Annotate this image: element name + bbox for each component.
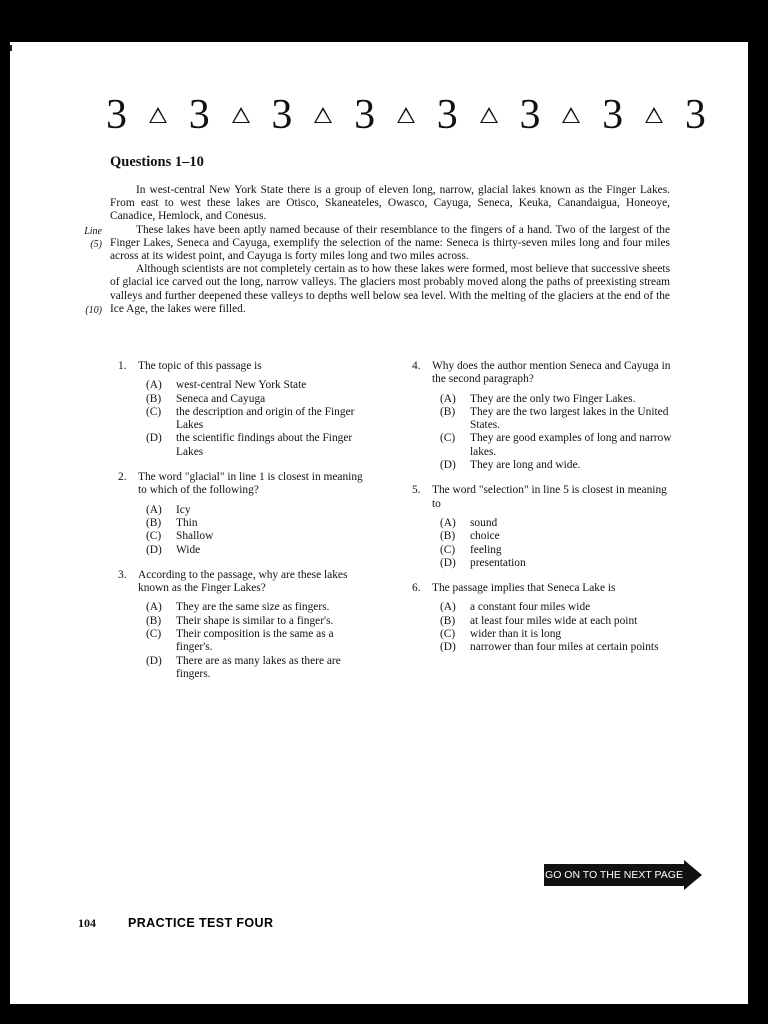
question <box>118 360 368 459</box>
option-letter: (C) <box>440 432 456 445</box>
option-letter: (A) <box>440 516 456 529</box>
question-number: 5. <box>412 484 421 497</box>
arrow-right-icon <box>684 860 702 890</box>
option-text: Their composition is the same as a finger's. <box>176 628 334 654</box>
answer-option <box>440 459 672 472</box>
section-banner <box>106 92 706 138</box>
answer-option <box>146 601 368 614</box>
answer-option <box>146 406 368 433</box>
answer-option <box>440 544 672 557</box>
answer-option <box>146 393 368 406</box>
page-number: 104 <box>78 916 96 930</box>
option-text: sound <box>470 516 498 529</box>
answer-option <box>146 504 368 517</box>
option-letter: (D) <box>146 654 162 667</box>
scan-mark <box>10 45 12 51</box>
question <box>118 569 368 681</box>
question-stem: The passage implies that Seneca Lake is <box>432 582 616 595</box>
passage-paragraph: In west-central New York State there is a group of eleven long, narrow, glacial lakes known as the Finger Lakes. From east to west these lakes are Otisco, Skaneateles, Owasco, Cayuga, Seneca, Keuka, Canandaigua, Honeoye, Canadice, Hemlock, and Conesus. <box>110 184 670 223</box>
triangle-icon <box>562 107 580 123</box>
question-stem: According to the passage, why are these lakes known as the Finger Lakes? <box>138 568 348 595</box>
question-stem: The topic of this passage is <box>138 360 262 372</box>
triangle-icon <box>314 107 332 123</box>
banner-number: 3 <box>354 92 376 138</box>
banner-number: 3 <box>188 92 210 138</box>
option-letter: (C) <box>440 628 456 641</box>
answer-option <box>440 393 672 406</box>
answer-option <box>146 615 368 628</box>
triangle-icon <box>480 107 498 123</box>
option-text: They are good examples of long and narrow lakes. <box>470 432 672 458</box>
option-letter: (B) <box>440 405 456 418</box>
answer-option <box>146 544 368 557</box>
footer-title: PRACTICE TEST FOUR <box>128 916 274 930</box>
passage-paragraph: Although scientists are not completely certain as to how these lakes were formed, most believe that successive sheets of glacial ice carved out the long, narrow valleys. The glaciers most probably moved along the paths of preexisting stream valleys and further deepened these valleys to depths well below sea level. With the melting of the glaciers at the end of the Ice Age, the lakes were filled. <box>110 263 670 315</box>
answer-option <box>146 530 368 543</box>
option-text: west-central New York State <box>176 379 307 392</box>
option-letter: (D) <box>146 543 162 556</box>
option-letter: (D) <box>440 556 456 569</box>
answer-option <box>440 641 672 654</box>
line-label: Line <box>84 226 102 237</box>
option-text: the description and origin of the Finger Lakes <box>176 405 355 432</box>
answer-option <box>146 628 368 655</box>
option-letter: (B) <box>146 392 162 405</box>
line-label: (10) <box>85 305 102 316</box>
option-text: Icy <box>176 503 191 516</box>
option-text: Their shape is similar to a finger's. <box>176 614 334 627</box>
option-text: They are the same size as fingers. <box>176 601 330 614</box>
option-text: presentation <box>470 556 526 569</box>
option-letter: (C) <box>146 405 162 418</box>
line-label: (5) <box>90 239 102 250</box>
option-letter: (C) <box>440 543 456 556</box>
option-text: Thin <box>176 516 198 529</box>
option-letter: (D) <box>146 432 162 445</box>
question <box>412 360 672 472</box>
answer-option <box>146 655 368 682</box>
question <box>118 471 368 557</box>
question-stem: Why does the author mention Seneca and Cayuga in the second paragraph? <box>432 360 671 386</box>
option-letter: (B) <box>440 614 456 627</box>
triangle-icon <box>232 107 250 123</box>
option-text: Seneca and Cayuga <box>176 392 266 405</box>
answer-option <box>146 517 368 530</box>
banner-number: 3 <box>519 92 541 138</box>
answer-option <box>440 601 672 614</box>
question-number: 6. <box>412 582 421 595</box>
questions-column-right <box>412 360 672 667</box>
option-letter: (C) <box>146 530 162 543</box>
questions-heading: Questions 1–10 <box>110 154 204 170</box>
banner-number: 3 <box>271 92 293 138</box>
answer-option <box>440 406 672 433</box>
triangle-icon <box>397 107 415 123</box>
answer-option <box>440 615 672 628</box>
next-page-button <box>544 860 704 890</box>
answer-option <box>440 432 672 459</box>
question-number: 4. <box>412 360 421 372</box>
next-page-label: GO ON TO THE NEXT PAGE <box>544 864 684 886</box>
option-letter: (A) <box>146 601 162 614</box>
option-text: wider than it is long <box>470 628 562 641</box>
option-letter: (A) <box>146 503 162 516</box>
banner-number: 3 <box>436 92 458 138</box>
option-letter: (A) <box>440 601 456 614</box>
question-number: 1. <box>118 360 127 372</box>
triangle-icon <box>645 107 663 123</box>
option-text: There are as many lakes as there are fingers. <box>176 654 341 680</box>
option-text: narrower than four miles at certain points <box>470 641 659 654</box>
answer-option <box>440 530 672 543</box>
question <box>412 582 672 654</box>
question <box>412 484 672 570</box>
banner-number: 3 <box>684 92 706 138</box>
option-text: They are the two largest lakes in the United States. <box>470 405 669 432</box>
option-text: They are long and wide. <box>470 459 581 472</box>
option-text: the scientific findings about the Finger Lakes <box>176 432 353 458</box>
option-letter: (A) <box>440 392 456 405</box>
passage-paragraph: These lakes have been aptly named because of their resemblance to the fingers of a hand. Two of the largest of the Finger Lakes, Seneca and Cayuga, exemplify the selection of the name: Seneca is thirty-seven miles long and four miles across at its widest point, and Cayuga is forty miles long and two miles across. <box>110 223 670 263</box>
option-letter: (C) <box>146 628 162 641</box>
option-letter: (B) <box>440 530 456 543</box>
answer-option <box>440 517 672 530</box>
question-stem: The word "glacial" in line 1 is closest in meaning to which of the following? <box>138 471 363 497</box>
option-text: Shallow <box>176 530 214 543</box>
option-text: choice <box>470 530 500 543</box>
option-text: feeling <box>470 543 502 556</box>
option-text: They are the only two Finger Lakes. <box>470 392 636 405</box>
document-page <box>10 42 748 1004</box>
option-text: Wide <box>176 543 201 556</box>
option-text: at least four miles wide at each point <box>470 614 638 627</box>
answer-option <box>146 432 368 459</box>
banner-number: 3 <box>602 92 624 138</box>
triangle-icon <box>149 107 167 123</box>
question-stem: The word "selection" in line 5 is closest in meaning to <box>432 484 667 510</box>
question-number: 3. <box>118 568 127 581</box>
banner-number: 3 <box>106 92 127 138</box>
option-text: a constant four miles wide <box>470 601 591 614</box>
option-letter: (B) <box>146 614 162 627</box>
answer-option <box>440 628 672 641</box>
option-letter: (B) <box>146 516 162 529</box>
option-letter: (A) <box>146 379 162 392</box>
option-letter: (D) <box>440 641 456 654</box>
answer-option <box>440 557 672 570</box>
option-letter: (D) <box>440 459 456 472</box>
question-number: 2. <box>118 471 127 484</box>
answer-option <box>146 379 368 392</box>
questions-column-left <box>118 360 368 693</box>
reading-passage <box>110 184 670 316</box>
